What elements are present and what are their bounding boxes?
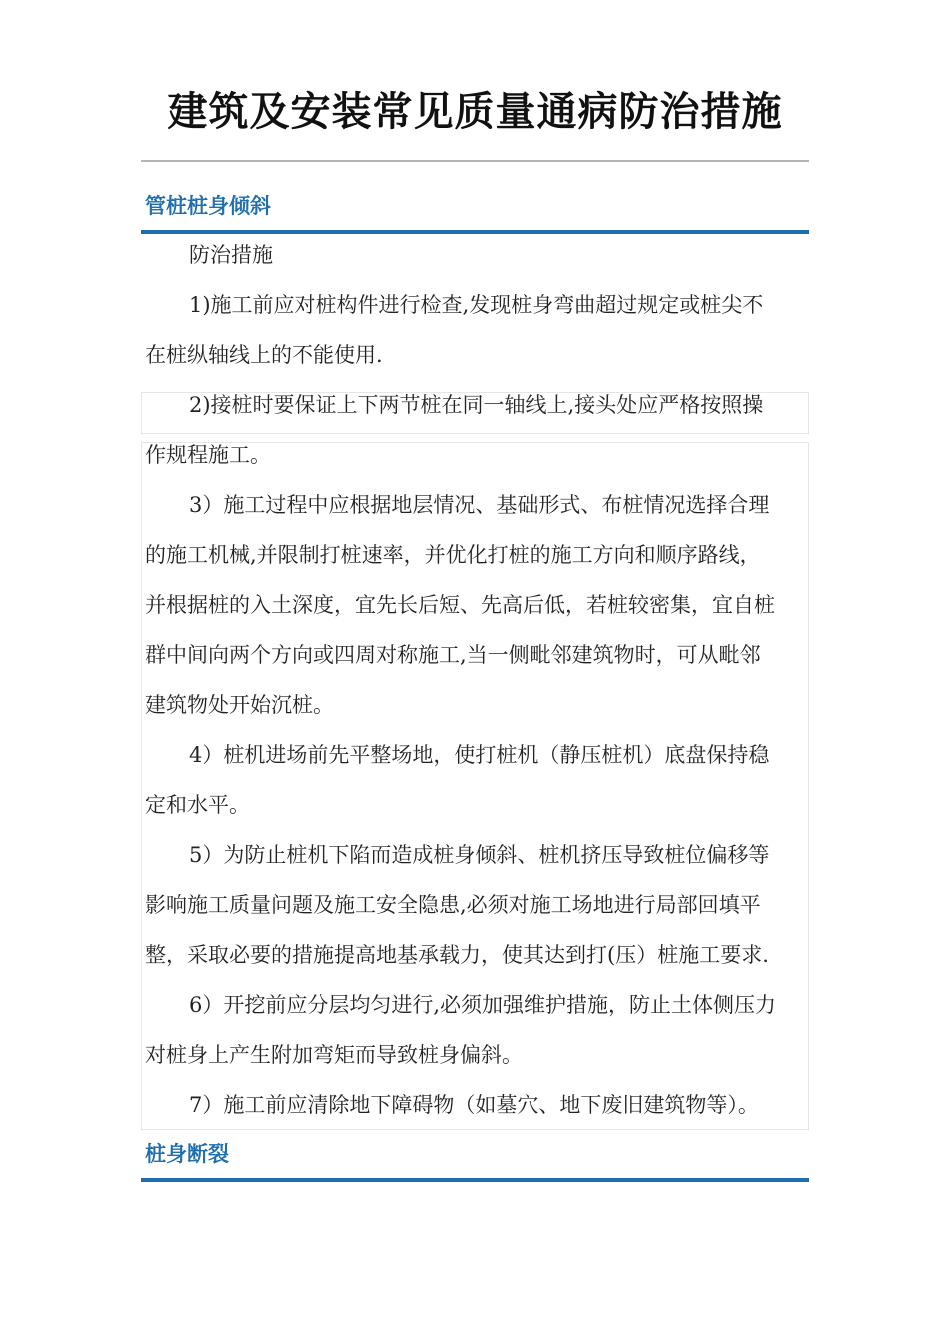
paragraph-line: 定和水平。 bbox=[145, 793, 250, 817]
paragraph-line: 4）桩机进场前先平整场地，使打桩机（静压桩机）底盘保持稳 bbox=[189, 743, 770, 767]
paragraph-line: 的施工机械,并限制打桩速率，并优化打桩的施工方向和顺序路线， bbox=[145, 543, 761, 567]
section-heading-pile-tilt: 管桩桩身倾斜 bbox=[145, 194, 271, 218]
paragraph-line: 1)施工前应对桩构件进行检查,发现桩身弯曲超过规定或桩尖不 bbox=[189, 293, 764, 317]
title-divider bbox=[141, 160, 809, 162]
paragraph-line: 2)接桩时要保证上下两节桩在同一轴线上,接头处应严格按照操 bbox=[189, 393, 764, 417]
document-title: 建筑及安装常见质量通病防治措施 bbox=[167, 88, 783, 135]
section-divider-pile-tilt bbox=[141, 230, 809, 234]
section-divider-pile-fracture bbox=[141, 1178, 809, 1182]
paragraph-line: 建筑物处开始沉桩。 bbox=[145, 693, 334, 717]
paragraph-line: 3）施工过程中应根据地层情况、基础形式、布桩情况选择合理 bbox=[189, 493, 770, 517]
paragraph-line: 作规程施工。 bbox=[145, 443, 271, 467]
paragraph-line: 群中间向两个方向或四周对称施工,当一侧毗邻建筑物时，可从毗邻 bbox=[145, 643, 761, 667]
subheading-prevention-measures: 防治措施 bbox=[189, 243, 273, 267]
paragraph-line: 整，采取必要的措施提高地基承载力，使其达到打(压）桩施工要求. bbox=[145, 943, 769, 967]
paragraph-line: 影响施工质量问题及施工安全隐患,必须对施工场地进行局部回填平 bbox=[145, 893, 761, 917]
paragraph-line: 7）施工前应清除地下障碍物（如墓穴、地下废旧建筑物等）。 bbox=[189, 1093, 759, 1117]
paragraph-line: 5）为防止桩机下陷而造成桩身倾斜、桩机挤压导致桩位偏移等 bbox=[189, 843, 770, 867]
paragraph-line: 并根据桩的入土深度，宜先长后短、先高后低，若桩较密集，宜自桩 bbox=[145, 593, 775, 617]
section-heading-pile-fracture: 桩身断裂 bbox=[145, 1142, 229, 1166]
paragraph-line: 在桩纵轴线上的不能使用. bbox=[145, 343, 383, 367]
paragraph-line: 对桩身上产生附加弯矩而导致桩身偏斜。 bbox=[145, 1043, 523, 1067]
paragraph-line: 6）开挖前应分层均匀进行,必须加强维护措施，防止土体侧压力 bbox=[189, 993, 777, 1017]
